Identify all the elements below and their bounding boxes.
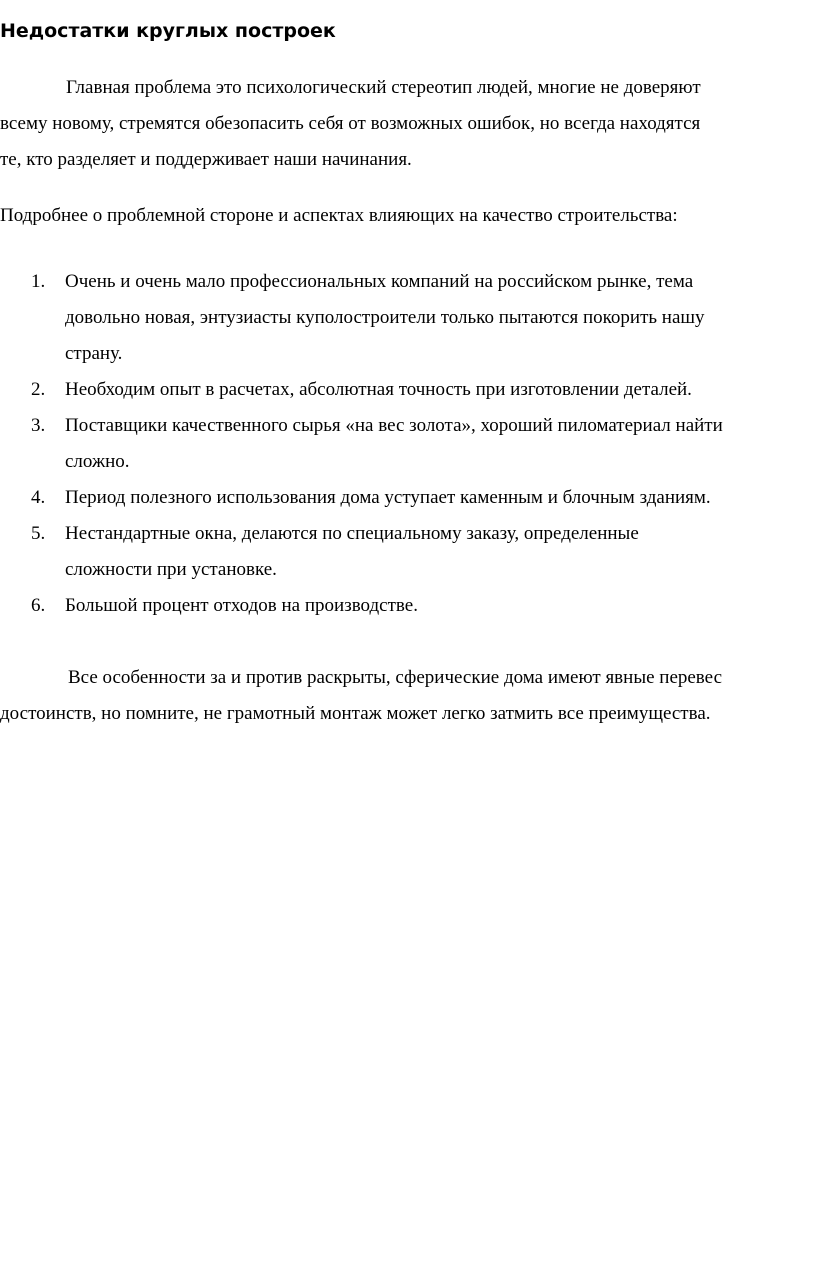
list-item-number: 4. [31, 487, 46, 508]
list-item-text [65, 516, 816, 588]
list-item-line: страну. [65, 343, 123, 364]
conclusion-paragraph [0, 660, 816, 732]
list-item-line: Необходим опыт в расчетах, абсолютная точность при изготовлении деталей. [65, 379, 692, 400]
intro-paragraph [0, 70, 816, 178]
intro-line: те, кто разделяет и поддерживает наши начинания. [0, 149, 412, 170]
list-item [0, 408, 816, 480]
intro-line: Главная проблема это психологический стереотип людей, многие не доверяют [66, 77, 701, 98]
list-item-text [65, 264, 816, 372]
list-item-line: Период полезного использования дома уступает каменным и блочным зданиям. [65, 487, 711, 508]
list-item-number: 5. [31, 523, 46, 544]
list-item-line: довольно новая, энтузиасты куполостроители только пытаются покорить нашу [65, 307, 705, 328]
list-item-text [65, 372, 816, 408]
list-item-line: Большой процент отходов на производстве. [65, 595, 418, 616]
intro-line: всему новому, стремятся обезопасить себя от возможных ошибок, но всегда находятся [0, 113, 701, 134]
list-item [0, 480, 816, 516]
document-heading: Недостатки круглых построек [0, 20, 336, 42]
list-item-text [65, 408, 816, 480]
list-item-line: сложности при установке. [65, 559, 277, 580]
conclusion-line: Все особенности за и против раскрыты, сферические дома имеют явные перевес [68, 667, 723, 688]
lead-in-paragraph [0, 198, 816, 234]
list-item-text [65, 588, 816, 624]
list-item [0, 264, 816, 372]
list-item-number: 6. [31, 595, 46, 616]
list-item-line: Поставщики качественного сырья «на вес золота», хороший пиломатериал найти [65, 415, 723, 436]
list-item-number: 3. [31, 415, 46, 436]
list-item [0, 516, 816, 588]
list-item-number: 1. [31, 271, 46, 292]
list-item-number: 2. [31, 379, 46, 400]
list-item-line: сложно. [65, 451, 130, 472]
problems-list [0, 264, 816, 624]
list-item-line: Очень и очень мало профессиональных компаний на российском рынке, тема [65, 271, 694, 292]
conclusion-line: достоинств, но помните, не грамотный монтаж может легко затмить все преимущества. [0, 703, 711, 724]
list-item-line: Нестандартные окна, делаются по специальному заказу, определенные [65, 523, 639, 544]
list-item-text [65, 480, 816, 516]
lead-in-line: Подробнее о проблемной стороне и аспектах влияющих на качество строительства: [0, 205, 678, 226]
list-item [0, 588, 816, 624]
list-item [0, 372, 816, 408]
